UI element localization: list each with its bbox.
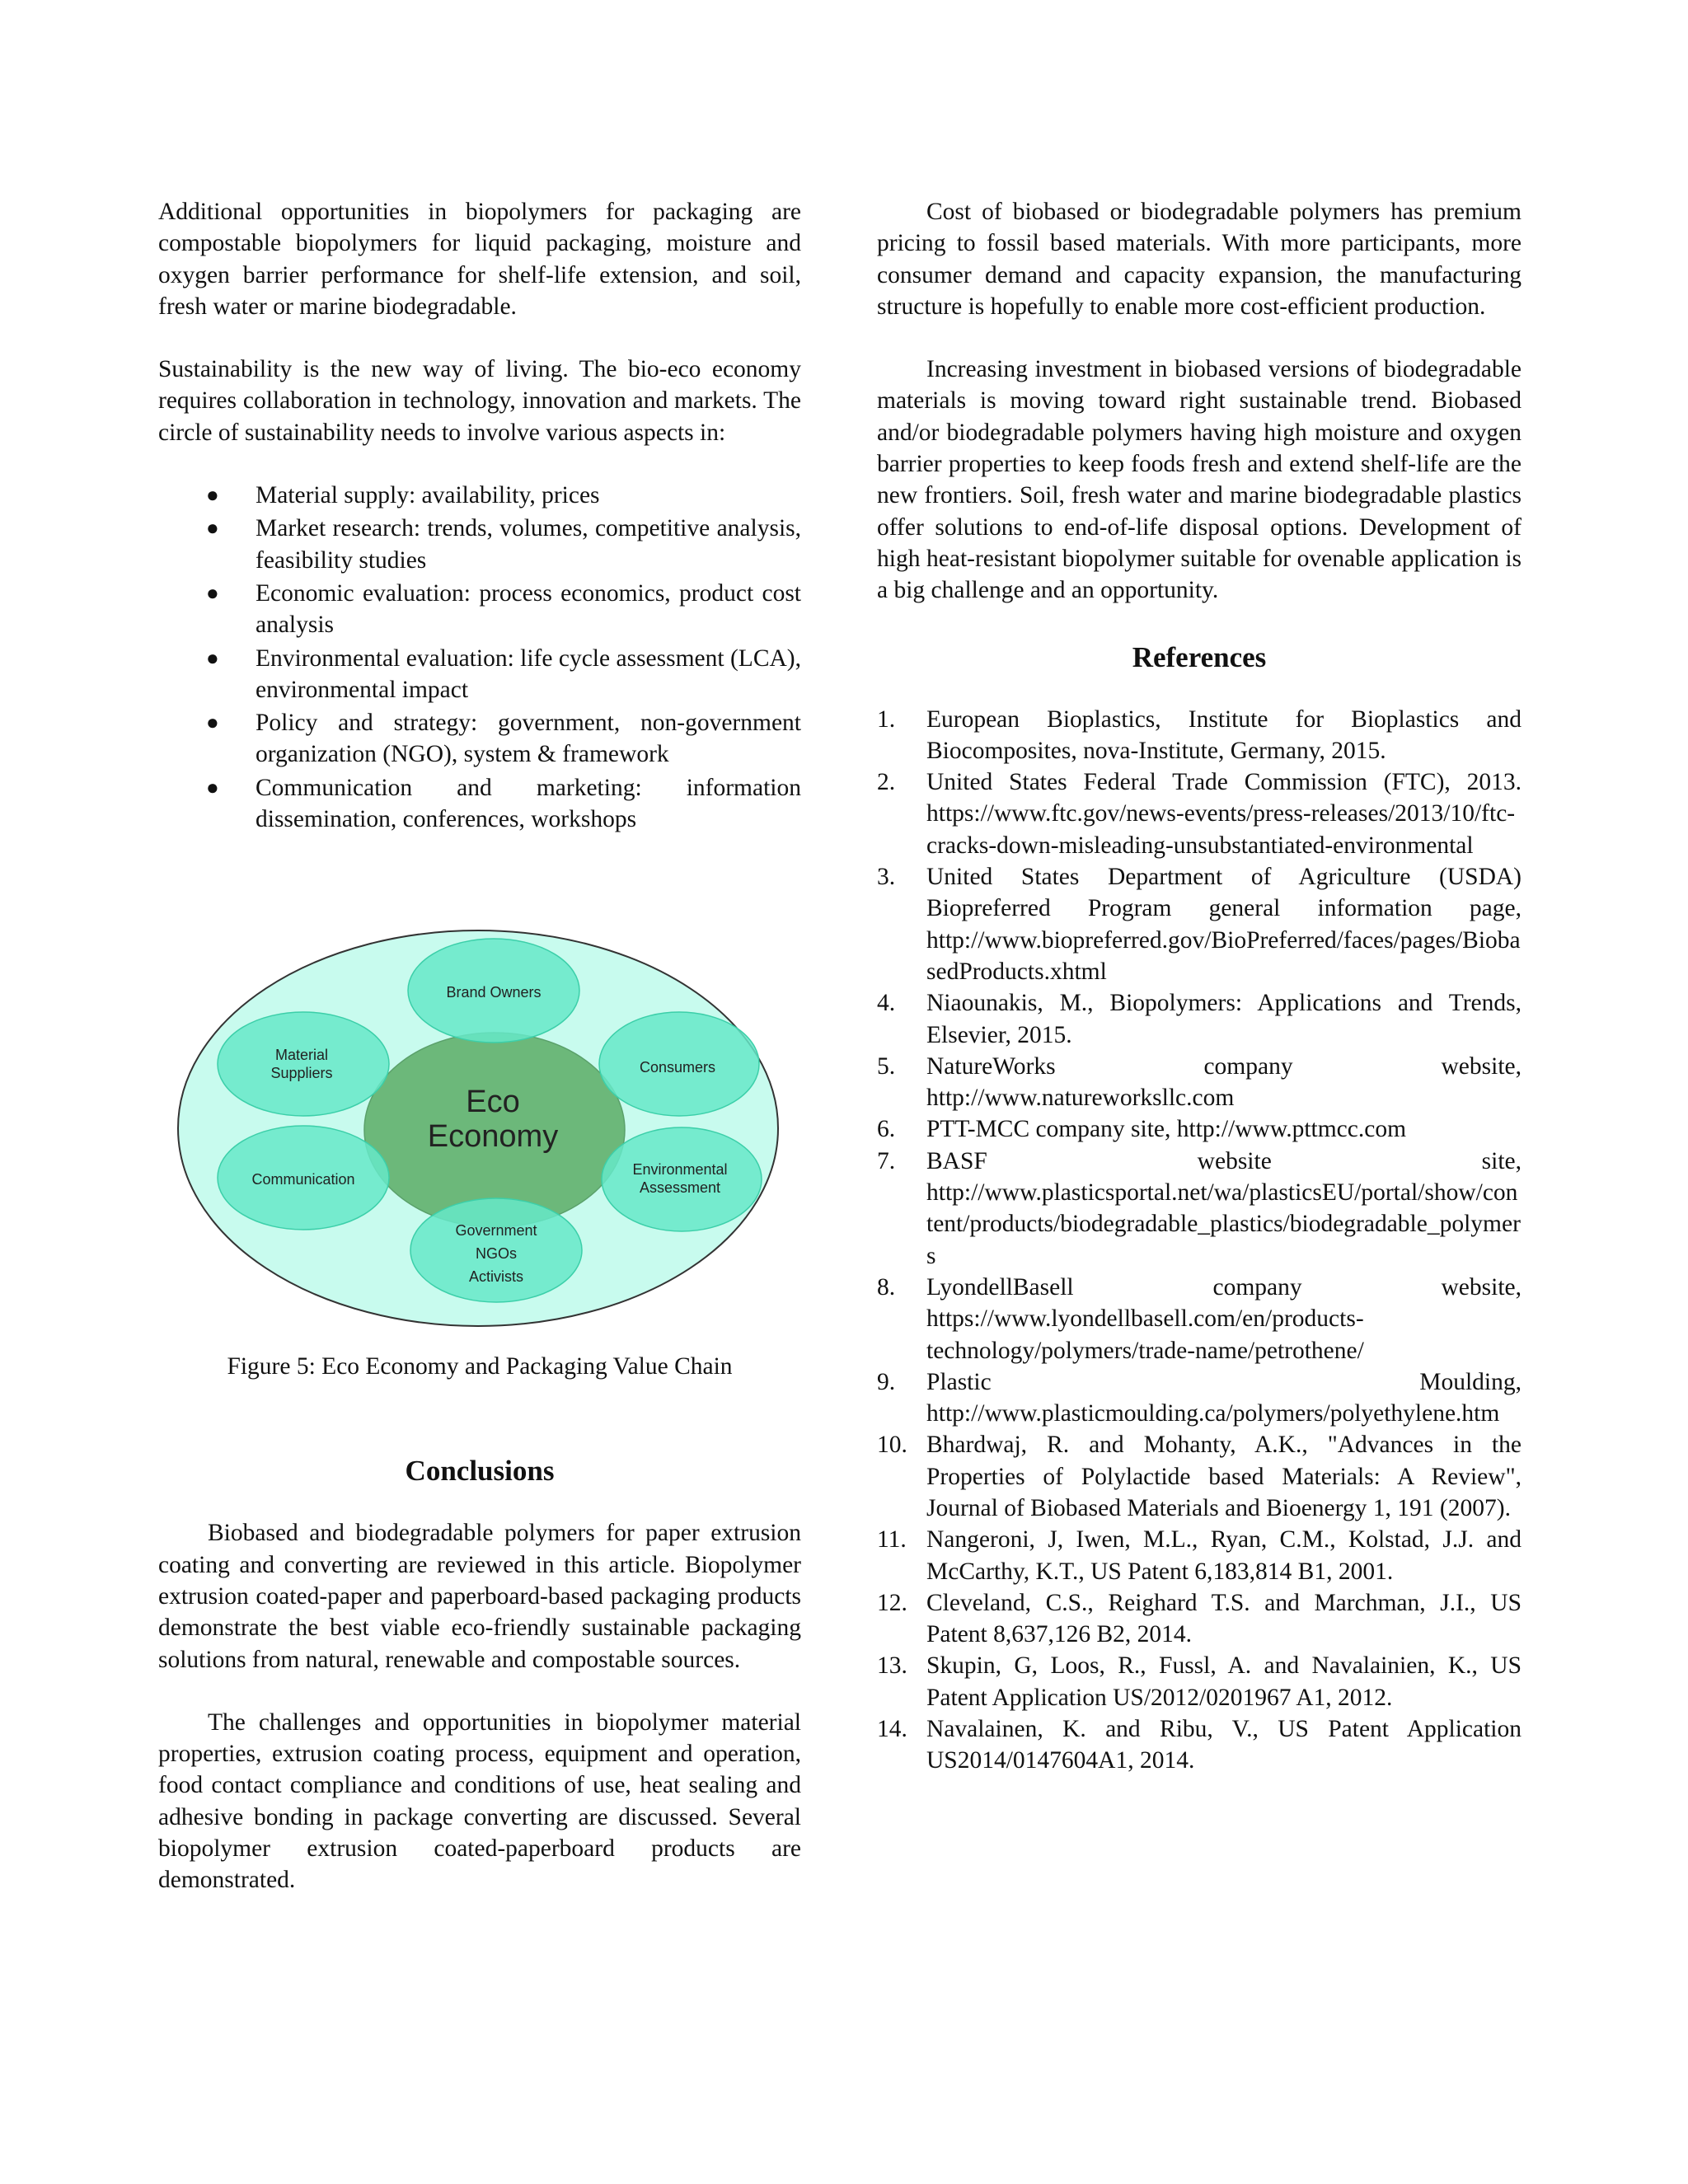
reference-item: 10. Bhardwaj, R. and Mohanty, A.K., "Advances in the Properties of Polylactide based Materials: A Review", Journal of Biobased Materials and Bioenergy 1, 191 (2007). [877, 1432, 1522, 1521]
paragraph-investment: Increasing investment in biobased versions of biodegradable materials is moving toward right sustainable trend. Biobased and/or biodegradable polymers having high moisture and oxygen barrier properties to keep foods fresh and extend shelf-life are the new frontiers. Soil, fresh water and marine biodegradable plastics offer solutions to end-of-life disposal options. Development of high heat-resistant biopolymer suitable for ovenable application is a big challenge and an opportunity. [877, 356, 1522, 604]
reference-item: 2. United States Federal Trade Commission (FTC), 2013. https://www.ftc.gov/news-events/press-releases/2013/10/ftc-cracks-down-misleading-unsubstantiated-environmental [877, 769, 1522, 859]
list-item: ● Policy and strategy: government, non-government organization (NGO), system & framework [158, 707, 801, 771]
reference-item: 9. Plastic Moulding, http://www.plasticmoulding.ca/polymers/polyethylene.htm [877, 1368, 1522, 1427]
material-suppliers-label-2: Suppliers [270, 1065, 333, 1082]
right-column [877, 196, 1522, 1777]
bullet-icon: ● [206, 516, 219, 541]
left-column [158, 196, 801, 1896]
bullet-icon: ● [206, 483, 219, 508]
communication-label: Communication [251, 1171, 355, 1188]
bullet-icon: ● [206, 645, 219, 670]
brand-owners-label: Brand Owners [446, 984, 542, 1001]
environmental-label-1: Environmental [632, 1161, 728, 1179]
bullet-icon: ● [206, 775, 219, 799]
material-suppliers-node [218, 1012, 389, 1116]
government-label-1: Government [455, 1222, 537, 1240]
bullet-icon: ● [206, 710, 219, 735]
reference-item: 6. PTT-MCC company site, http://www.pttmcc.com [877, 1116, 1407, 1143]
government-label-3: Activists [468, 1268, 524, 1286]
reference-item: 3. United States Department of Agriculture (USDA) Biopreferred Program general information page, http://www.biopreferred.gov/BioPreferred/faces/pages/BiobasedProducts.xhtml [877, 864, 1522, 985]
list-item: ● Material supply: availability, prices [158, 480, 801, 511]
references-list [877, 704, 1522, 1777]
reference-item: 13. Skupin, G, Loos, R., Fussl, A. and Navalainien, K., US Patent Application US/2012/0201967 A1, 2012. [877, 1652, 1522, 1711]
reference-item: 5. NatureWorks company website, http://www.natureworksllc.com [877, 1052, 1522, 1112]
list-item: ● Environmental evaluation: life cycle assessment (LCA), environmental impact [158, 643, 801, 706]
consumers-label: Consumers [639, 1059, 716, 1076]
list-item: ● Economic evaluation: process economics, product cost analysis [158, 578, 801, 641]
paragraph-opportunities: Additional opportunities in biopolymers for packaging are compostable biopolymers for liquid packaging, moisture and oxygen barrier performance for shelf-life extension, and soil, fresh water or marine biodegradable. [158, 199, 801, 320]
paragraph-cost: Cost of biobased or biodegradable polymers has premium pricing to fossil based materials. With more participants, more consumer demand and capacity expansion, the manufacturing structure is hopefully to enable more cost-efficient production. [877, 199, 1522, 320]
reference-item: 1. European Bioplastics, Institute for Bioplastics and Biocomposites, nova-Institute, Germany, 2015. [877, 705, 1522, 764]
reference-item: 8. LyondellBasell company website, https://www.lyondellbasell.com/en/products-technology/polymers/trade-name/petrothene/ [877, 1273, 1522, 1364]
material-suppliers-label-1: Material [274, 1047, 329, 1064]
reference-item: 11. Nangeroni, J, Iwen, M.L., Ryan, C.M., Kolstad, J.J. and McCarthy, K.T., US Patent 6,183,814 B1, 2001. [877, 1526, 1522, 1585]
sustainability-aspects-list [158, 480, 801, 835]
eco-economy-diagram [158, 922, 801, 1334]
reference-item: 14. Navalainen, K. and Ribu, V., US Patent Application US2014/0147604A1, 2014. [877, 1716, 1522, 1774]
paragraph-conclusion-1: Biobased and biodegradable polymers for paper extrusion coating and converting are reviewed in this article. Biopolymer extrusion coated-paper and paperboard-based packaging products demonstrate the best viable eco-friendly sustainable packaging solutions from natural, renewable and compostable sources. [158, 1520, 801, 1673]
reference-item: 7. BASF website site, http://www.plasticsportal.net/wa/plasticsEU/portal/show/content/products/biodegradable_plastics/biodegradable_polymers [877, 1147, 1522, 1269]
environmental-label-2: Assessment [639, 1179, 721, 1197]
paragraph-conclusion-2: The challenges and opportunities in biopolymer material properties, extrusion coating process, equipment and operation, food contact compliance and conditions of use, heat sealing and adhesive bonding in package converting are discussed. Several biopolymer extrusion coated-paperboard products are demonstrated. [158, 1708, 801, 1894]
center-label-line1: Eco [466, 1085, 520, 1120]
reference-item: 12. Cleveland, C.S., Reighard T.S. and Marchman, J.I., US Patent 8,637,126 B2, 2014. [877, 1589, 1522, 1648]
bullet-icon: ● [206, 580, 219, 605]
figure-caption: Figure 5: Eco Economy and Packaging Value Chain [227, 1353, 733, 1380]
list-item: ● Market research: trends, volumes, competitive analysis, feasibility studies [158, 513, 801, 576]
reference-item: 4. Niaounakis, M., Biopolymers: Applications and Trends, Elsevier, 2015. [877, 990, 1522, 1048]
government-label-2: NGOs [475, 1245, 518, 1263]
list-item: ● Communication and marketing: information dissemination, conferences, workshops [158, 772, 801, 836]
references-heading: References [1132, 640, 1267, 673]
center-label-line2: Economy [427, 1119, 559, 1155]
paragraph-sustainability: Sustainability is the new way of living. The bio-eco economy requires collaboration in technology, innovation and markets. The circle of sustainability needs to involve various aspects in: [158, 356, 801, 446]
conclusions-heading: Conclusions [405, 1455, 555, 1488]
eco-economy-figure [158, 922, 801, 1334]
